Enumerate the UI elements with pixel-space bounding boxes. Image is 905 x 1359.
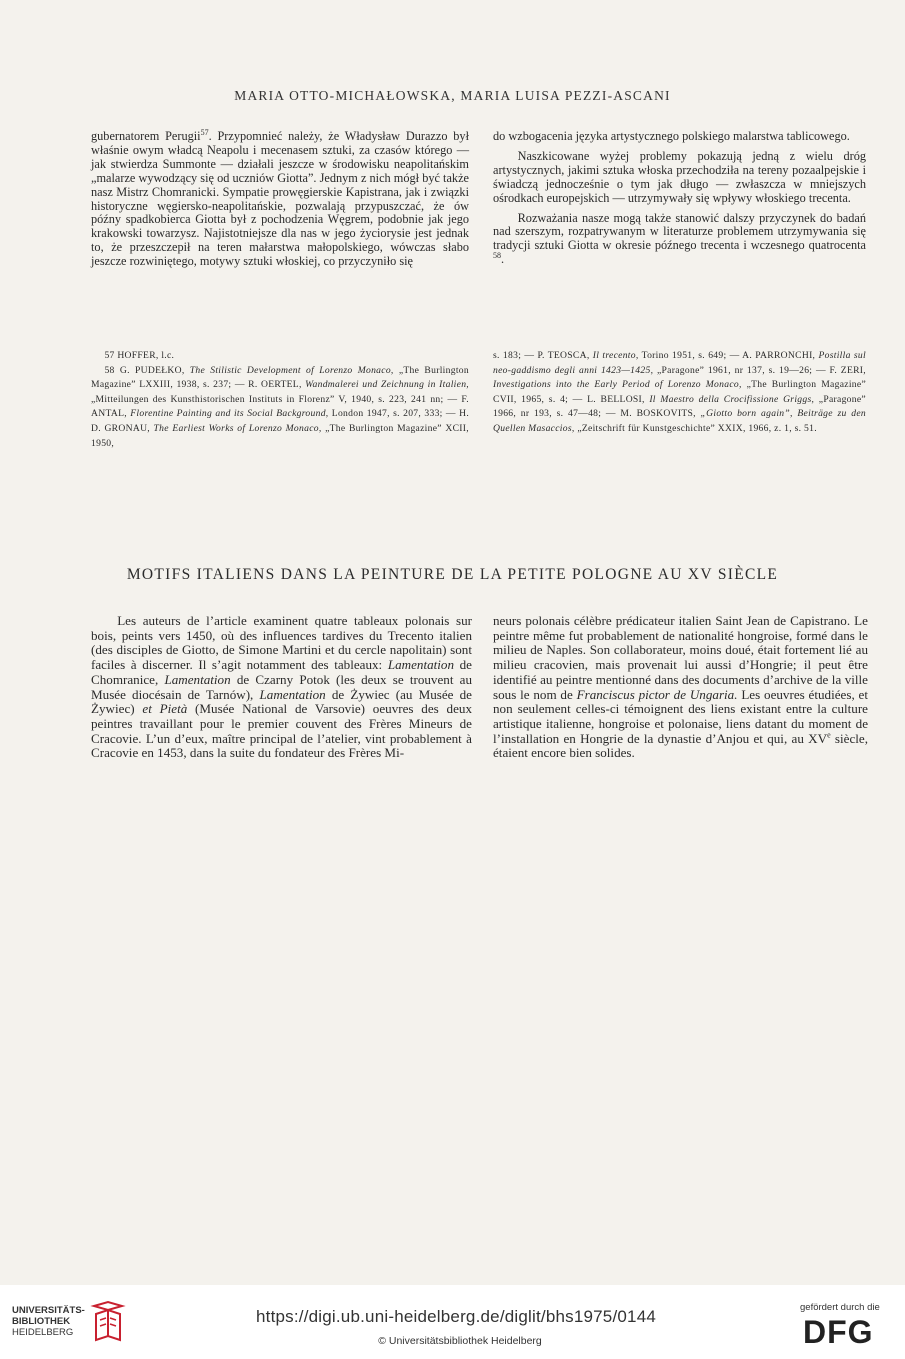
french-paragraph: neurs polonais célèbre prédicateur italien Saint Jean de Capistrano. Le peintre même fut probablement de nationalité hongroise, formé dans le milieu de Naples. Son collaborateur, moins doué, était fortement lié au milieu cracovien, mais provenait lui aussi d’Hongrie; il peut être identifié au peintre mentionné dans des documents d’archive de la ville sous le nom de Franciscus pictor de Ungaria. Les oeuvres étudiées, et non seulement celles-ci témoignent des liens existant entre la culture artistique italienne, hongroise et polonaise, liens datant du moment de l’installation en Hongrie de la dynastie d’Anjou et qui, au XVe siècle, étaient encore bien solides. [493,613,868,761]
permalink-url[interactable]: https://digi.ub.uni-heidelberg.de/diglit/bhs1975/0144 [256,1307,656,1326]
french-paragraph: Les auteurs de l’article examinent quatre tableaux polonais sur bois, peints vers 1450, où des influences tardives du Trecento italien (des disciples de Giotto, de Simone Martini et du cercle napolitain) sont faciles à discerner. Il s’agit notamment des tableaux: Lamentation de Chomranice, Lamentation de Czarny Potok (les deux se trouvent au Musée diocésain de Tarnów), Lamentation de Żywiec (au Musée de Żywiec) et Pietà (Musée National de Varsovie) oeuvres des deux peintres travaillant pour le premier couvent des Frères Mineurs de Cracovie. L’un d’eux, maître principal de l’atelier, vint probablement à Cracovie en 1453, dans la suite du fondateur des Frères Mi- [91,613,472,761]
french-summary-right-column [493,614,868,761]
polish-paragraph: gubernatorem Perugii$^{57}$. Przypomnieć należy, że Władysław Durazzo był właśnie owym władcą Neapolu i mecenasem sztuki, za czasów którego — jak stwierdza Summonte — działali jeszcze w środowisku neapolitańskim „malarze wywodzący się od uczniów Giotta”. Jednym z nich mógł być także nasz Mistrz Chomranicki. Sympatie prowęgierskie Kapistrana, jak i związki historyczne węgiersko-neapolitańskie, pozwalają przypuszczać, że ów późny spadkobierca Giotta był z pochodzenia Węgrem, podobnie jak jego krakowski towarzysz. Najistotniejsze dla nas w jego życiorysie jest jednak to, że przeszczepił na teren małarstwa małopolskiego, wówczas słabo jeszcze rozwiniętego, motywy sztuki włoskiej, co przyczyniło się [91,127,469,269]
funding-label: gefördert durch die [800,1302,880,1313]
footnote-57: 57 HOFFER, l.c. [104,350,175,361]
polish-text-left-column [91,127,469,269]
polish-paragraph: do wzbogacenia języka artystycznego polskiego malarstwa tablicowego. [493,129,850,143]
copyright-notice: © Universitätsbibliothek Heidelberg [378,1335,542,1347]
library-name[interactable]: UNIVERSITÄTS- BIBLIOTHEK HEIDELBERG [12,1305,85,1338]
footnote-ref-57: 57 [200,127,209,137]
viewer-footer [0,1285,905,1359]
footnote-58-continued: s. 183; — P. TEOSCA, Il trecento, Torino 1951, s. 649; — A. PARRONCHI, Postilla sul neo-gaddismo degli anni 1423—1425, „Paragone” 1961, nr 137, s. 19—26; — F. ZERI, Investigations into the Early Period of Lorenzo Monaco, „The Burlington Magazine” CVII, 1965, s. 4; — L. BELLOSI, Il Maestro della Crocifissione Griggs, „Paragone” 1966, nr 193, s. 47—48; — M. BOSKOVITS, „Giotto born again”, Beiträge zu den Quellen Masaccios, „Zeitschrift für Kunstgeschichte” XXIX, 1966, z. 1, s. 51. [493,350,867,434]
french-summary-left-column [91,614,472,761]
footnote-58: 58 G. PUDEŁKO, The Stilistic Development of Lorenzo Monaco, „The Burlington Magazine” LXXIII, 1938, s. 237; — R. OERTEL, Wandmalerei und Zeichnung in Italien, „Mitteilungen des Kunsthistorischen Instituts in Florenz” V, 1940, s. 223, 241 nn; — F. ANTAL, Florentine Painting and its Social Background, London 1947, s. 207, 333; — H. D. GRONAU, The Earliest Works of Lorenzo Monaco, „The Burlington Magazine” XCII, 1950, [91,364,470,449]
polish-text-right-column [493,130,866,267]
footnote-ref-58: 58 [493,251,501,261]
polish-paragraph: Rozważania nasze mogą także stanowić dalszy przyczynek do badań nad szerszym, rozpatrywanym w literaturze problemem utrzymywania się tradycji sztuki Giotta w okresie późnego trecenta i wczesnego quatrocenta $^{58}$. [493,210,866,267]
section-title: MOTIFS ITALIENS DANS LA PEINTURE DE LA PETITE POLOGNE AU XV SIÈCLE [126,566,779,583]
dfg-logo[interactable]: DFG [803,1314,874,1350]
footnotes-left-column [91,349,469,451]
library-logo-icon[interactable] [90,1300,126,1344]
running-head: MARIA OTTO-MICHAŁOWSKA, MARIA LUISA PEZZI-ASCANI [234,88,671,103]
footnotes-right-column [493,349,866,437]
polish-paragraph: Naszkicowane wyżej problemy pokazują jedną z wielu dróg artystycznych, jakimi sztuka włoska przechodziła na tereny pozaalpejskie i świadczą jednocześnie o tym jak długo — zwłaszcza w mniejszych ośrodkach europejskich — utrzymywały się wpływy włoskiego trecenta. [493,148,866,205]
